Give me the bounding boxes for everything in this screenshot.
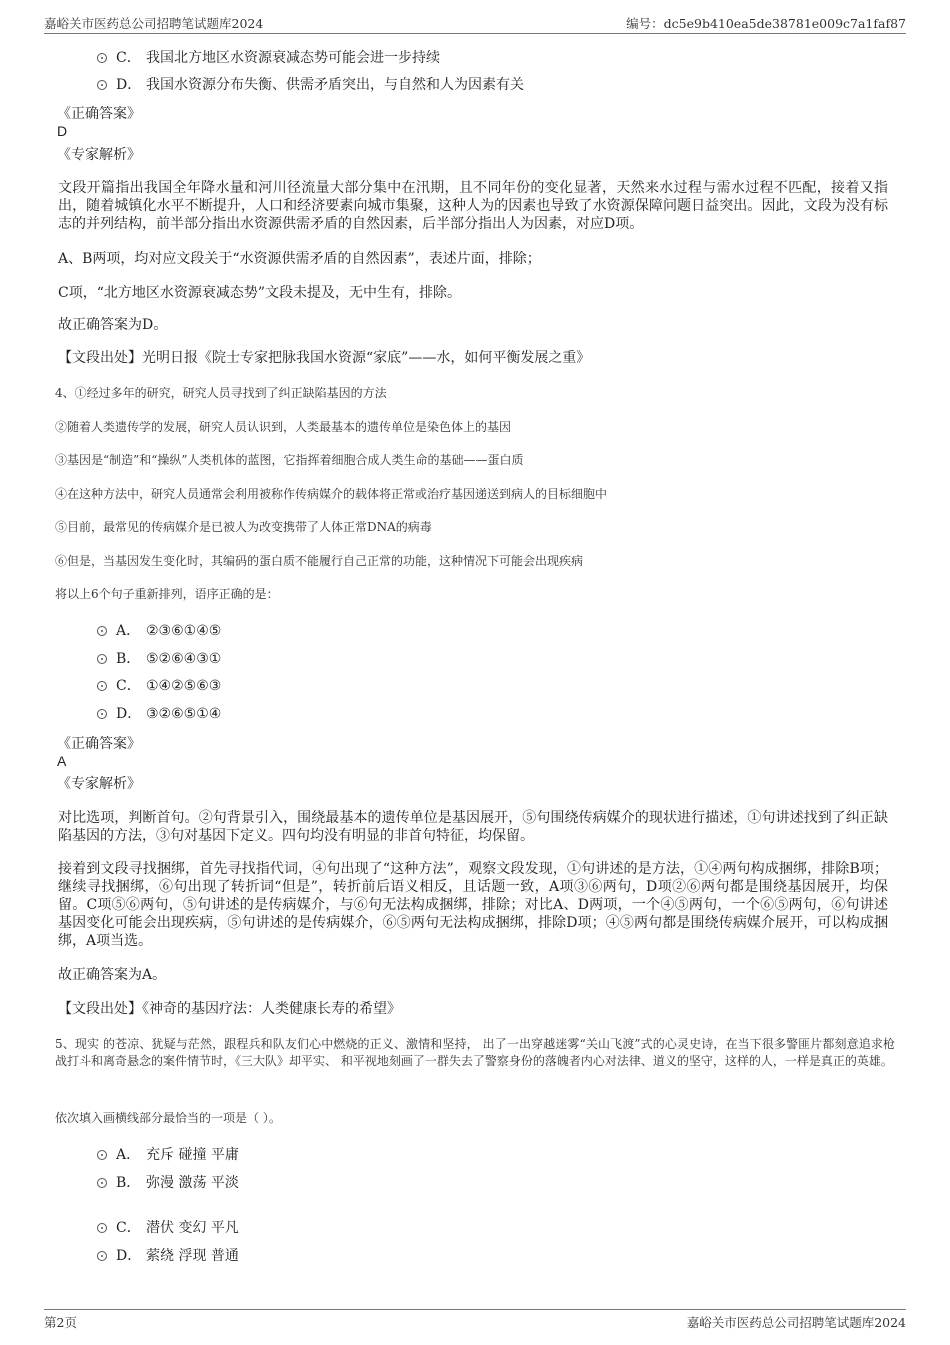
q3-option-c[interactable] xyxy=(97,49,440,67)
option-letter: D． xyxy=(116,77,142,93)
radio-icon[interactable] xyxy=(97,1223,107,1233)
option-text: 潜伏 变幻 平凡 xyxy=(146,1220,239,1236)
q3-answer-label: 《正确答案》 xyxy=(57,106,141,122)
q4-answer-label: 《正确答案》 xyxy=(57,736,141,752)
q4-analysis-p1: 对比选项，判断首句。②句背景引入，围绕最基本的遗传单位是基因展开，⑤句围绕传病媒介的现状进行描述，①句讲述找到了纠正缺陷基因的方法，③句对基因下定义。四句均没有明显的非首句特征，均保留。 xyxy=(58,810,888,844)
option-text: 萦绕 浮现 普通 xyxy=(146,1248,239,1264)
q3-analysis-p1: 文段开篇指出我国全年降水量和河川径流量大部分集中在汛期，且不同年份的变化显著，天然来水过程与需水过程不匹配，接着又指出，随着城镇化水平不断提升，人口和经济要素向城市集聚，这种人为的因素也导致了水资源保障问题日益突出。因此，文段为没有标志的并列结构，前半部分指出水资源供需矛盾的自然因素，后半部分指出人为因素，对应D项。 xyxy=(58,180,888,232)
q4-option-b[interactable] xyxy=(97,650,221,668)
page-header xyxy=(44,14,906,32)
q4-analysis-label: 《专家解析》 xyxy=(57,776,141,792)
option-text: ⑤②⑥④③① xyxy=(146,651,222,667)
radio-icon[interactable] xyxy=(97,1178,107,1188)
q5-option-b[interactable] xyxy=(97,1174,239,1192)
footer-title: 嘉峪关市医药总公司招聘笔试题库2024 xyxy=(686,1315,906,1330)
option-letter: A． xyxy=(116,1147,141,1163)
q5-option-a[interactable] xyxy=(97,1146,239,1164)
q4-sentence-2: ②随着人类遗传学的发展，研究人员认识到，人类最基本的遗传单位是染色体上的基因 xyxy=(55,420,512,434)
radio-icon[interactable] xyxy=(97,80,107,90)
header-divider xyxy=(44,33,906,34)
q4-option-a[interactable] xyxy=(97,622,221,640)
q5-option-d[interactable] xyxy=(97,1247,239,1265)
radio-icon[interactable] xyxy=(97,1251,107,1261)
q3-analysis-p3: C项，“北方地区水资源衰减态势”文段未提及，无中生有，排除。 xyxy=(58,285,462,301)
page-number: 第2页 xyxy=(44,1315,77,1330)
option-letter: C． xyxy=(116,1220,141,1236)
option-letter: D． xyxy=(116,1248,142,1264)
q3-analysis-label: 《专家解析》 xyxy=(57,147,141,163)
q3-option-d[interactable] xyxy=(97,76,524,94)
q4-sentence-5: ⑤目前，最常见的传病媒介是已被人为改变携带了人体正常DNA的病毒 xyxy=(55,520,432,534)
q3-answer: D xyxy=(57,123,68,139)
q5-prompt: 依次填入画横线部分最恰当的一项是（ ）。 xyxy=(55,1111,281,1125)
q4-sentence-3: ③基因是“制造”和“操纵”人类机体的蓝图，它指挥着细胞合成人类生命的基础——蛋白质 xyxy=(55,453,524,467)
page-footer xyxy=(44,1313,906,1331)
footer-divider xyxy=(44,1309,906,1310)
q4-answer: A xyxy=(57,753,67,769)
option-text: ①④②⑤⑥③ xyxy=(146,678,222,694)
q3-source: 【文段出处】光明日报《院士专家把脉我国水资源“家底”——水，如何平衡发展之重》 xyxy=(58,350,591,366)
header-title: 嘉峪关市医药总公司招聘笔试题库2024 xyxy=(44,16,264,31)
option-text: 我国北方地区水资源衰减态势可能会进一步持续 xyxy=(146,50,440,66)
radio-icon[interactable] xyxy=(97,53,107,63)
q5-option-c[interactable] xyxy=(97,1219,239,1237)
q4-source: 【文段出处】《神奇的基因疗法：人类健康长寿的希望》 xyxy=(58,1001,401,1017)
option-text: ③②⑥⑤①④ xyxy=(146,706,222,722)
q3-analysis-p2: A、B两项，均对应文段关于“水资源供需矛盾的自然因素”，表述片面，排除； xyxy=(58,251,541,267)
radio-icon[interactable] xyxy=(97,626,107,636)
option-letter: B． xyxy=(116,1175,141,1191)
option-letter: D． xyxy=(116,706,142,722)
q4-analysis-p2: 接着到文段寻找捆绑，首先寻找指代词，④句出现了“这种方法”，观察文段发现，①句讲述的是方法，①④两句构成捆绑，排除B项；继续寻找捆绑，⑥句出现了转折词“但是”，转折前后语义相反，且话题一致，A项③⑥两句，D项②⑥两句都是围绕基因展开，均保留。C项⑤⑥两句，⑤句讲述的是传病媒介，与⑥句无法构成捆绑，排除；对比A、D两项，一个④⑤两句，一个⑥⑤两句，⑥句讲述基因变化可能会出现疾病，⑤句讲述的是传病媒介，⑥⑤两句无法构成捆绑，排除D项；④⑤两句都是围绕传病媒介展开，可以构成捆绑，A项当选。 xyxy=(58,861,888,949)
q4-sentence-1: 4、①经过多年的研究，研究人员寻找到了纠正缺陷基因的方法 xyxy=(55,386,387,400)
q3-analysis-p4: 故正确答案为D。 xyxy=(58,317,168,333)
q4-option-c[interactable] xyxy=(97,677,221,695)
option-letter: C． xyxy=(116,50,141,66)
q4-prompt: 将以上6个句子重新排列，语序正确的是： xyxy=(55,587,279,601)
q4-sentence-4: ④在这种方法中，研究人员通常会利用被称作传病媒介的载体将正常或治疗基因递送到病人的目标细胞中 xyxy=(55,487,608,501)
option-letter: A． xyxy=(116,623,141,639)
option-text: 弥漫 激荡 平淡 xyxy=(146,1175,239,1191)
radio-icon[interactable] xyxy=(97,1150,107,1160)
radio-icon[interactable] xyxy=(97,709,107,719)
q4-option-d[interactable] xyxy=(97,705,221,723)
option-text: 充斥 碰撞 平庸 xyxy=(146,1147,239,1163)
radio-icon[interactable] xyxy=(97,654,107,664)
header-serial: 编号：dc5e9b410ea5de38781e009c7a1faf87 xyxy=(626,16,906,31)
q4-sentence-6: ⑥但是，当基因发生变化时，其编码的蛋白质不能履行自己正常的功能，这种情况下可能会出现疾病 xyxy=(55,554,584,568)
option-letter: C． xyxy=(116,678,141,694)
option-text: ②③⑥①④⑤ xyxy=(146,623,222,639)
q5-stem: 5、现实 的苍凉、犹疑与茫然，跟程兵和队友们心中燃烧的正义、激情和坚持， 出了一出穿越迷雾“关山飞渡”式的心灵史诗，在当下很多警匪片都刻意追求枪战打斗和离奇悬念的案件情节时，《三大队》却平实、 和平视地刻画了一群失去了警察身份的落魄者内心对法律、道义的坚守，这样的人，一样是真正的英雄。 xyxy=(55,1037,895,1068)
option-letter: B． xyxy=(116,651,141,667)
q4-analysis-p3: 故正确答案为A。 xyxy=(58,967,167,983)
option-text: 我国水资源分布失衡、供需矛盾突出，与自然和人为因素有关 xyxy=(146,77,524,93)
radio-icon[interactable] xyxy=(97,681,107,691)
